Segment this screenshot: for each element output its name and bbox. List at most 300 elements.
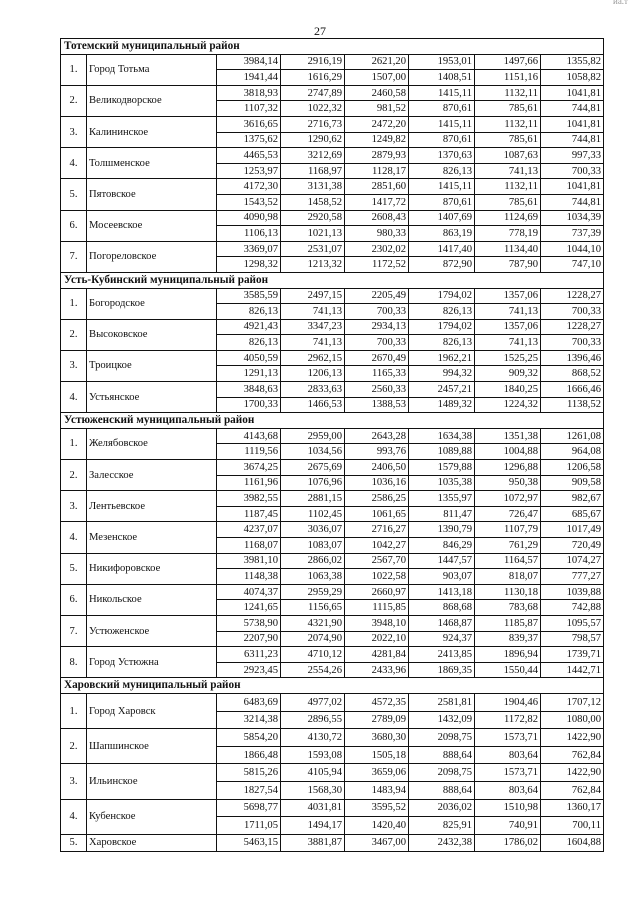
- row-number: 8.: [61, 647, 87, 678]
- settlement-name: Мосеевское: [87, 210, 217, 241]
- settlement-name: Город Устюжна: [87, 647, 217, 678]
- value-cell: 868,52: [541, 366, 604, 382]
- value-cell: 1711,05: [217, 817, 281, 835]
- row-number: 1.: [61, 54, 87, 85]
- tariff-table: [60, 38, 604, 852]
- value-cell: 783,68: [475, 600, 541, 616]
- value-cell: 1840,25: [475, 382, 541, 398]
- value-cell: 1130,18: [475, 584, 541, 600]
- value-cell: 700,33: [541, 163, 604, 179]
- table-row: [61, 210, 604, 226]
- value-cell: 2413,85: [409, 647, 475, 663]
- district-header: [61, 413, 604, 429]
- value-cell: 4130,72: [281, 729, 345, 747]
- value-cell: 785,61: [475, 101, 541, 117]
- value-cell: 2716,73: [281, 116, 345, 132]
- settlement-name: Кубенское: [87, 799, 217, 834]
- value-cell: 3680,30: [345, 729, 409, 747]
- value-cell: 811,47: [409, 506, 475, 522]
- value-cell: 741,13: [281, 335, 345, 351]
- value-cell: 1291,13: [217, 366, 281, 382]
- row-number: 2.: [61, 729, 87, 764]
- settlement-name: Шапшинское: [87, 729, 217, 764]
- value-cell: 1497,66: [475, 54, 541, 70]
- value-cell: 1290,62: [281, 132, 345, 148]
- value-cell: 1017,49: [541, 522, 604, 538]
- value-cell: 4281,84: [345, 647, 409, 663]
- value-cell: 1700,33: [217, 397, 281, 413]
- row-number: 7.: [61, 241, 87, 272]
- value-cell: 1420,40: [345, 817, 409, 835]
- value-cell: 2660,97: [345, 584, 409, 600]
- value-cell: 1866,48: [217, 746, 281, 764]
- value-cell: 2074,90: [281, 631, 345, 647]
- value-cell: 3982,55: [217, 491, 281, 507]
- value-cell: 826,13: [409, 163, 475, 179]
- value-cell: 2432,38: [409, 834, 475, 852]
- row-number: 1.: [61, 288, 87, 319]
- value-cell: 2959,00: [281, 428, 345, 444]
- value-cell: 2621,20: [345, 54, 409, 70]
- value-cell: 2879,93: [345, 148, 409, 164]
- settlement-name: Калининское: [87, 116, 217, 147]
- table-row: [61, 288, 604, 304]
- value-cell: 1357,06: [475, 288, 541, 304]
- value-cell: 1087,63: [475, 148, 541, 164]
- value-cell: 1869,35: [409, 662, 475, 678]
- value-cell: 1953,01: [409, 54, 475, 70]
- value-cell: 997,33: [541, 148, 604, 164]
- value-cell: 741,13: [475, 304, 541, 320]
- table-row: [61, 241, 604, 257]
- value-cell: 1468,87: [409, 615, 475, 631]
- table-row: [61, 834, 604, 852]
- value-cell: 870,61: [409, 101, 475, 117]
- value-cell: 1357,06: [475, 319, 541, 335]
- value-cell: 1739,71: [541, 647, 604, 663]
- value-cell: 5738,90: [217, 615, 281, 631]
- value-cell: 3818,93: [217, 85, 281, 101]
- value-cell: 1355,97: [409, 491, 475, 507]
- value-cell: 3585,59: [217, 288, 281, 304]
- value-cell: 2675,69: [281, 460, 345, 476]
- value-cell: 3347,23: [281, 319, 345, 335]
- value-cell: 1827,54: [217, 781, 281, 799]
- settlement-name: Никифоровское: [87, 553, 217, 584]
- value-cell: 839,37: [475, 631, 541, 647]
- value-cell: 1432,09: [409, 711, 475, 729]
- value-cell: 1089,88: [409, 444, 475, 460]
- district-title: Усть-Кубинский муниципальный район: [61, 272, 604, 288]
- value-cell: 720,49: [541, 538, 604, 554]
- table-row: [61, 382, 604, 398]
- value-cell: 2531,07: [281, 241, 345, 257]
- value-cell: 1413,18: [409, 584, 475, 600]
- table-row: [61, 491, 604, 507]
- value-cell: 2302,02: [345, 241, 409, 257]
- value-cell: 950,38: [475, 475, 541, 491]
- table-row: [61, 584, 604, 600]
- value-cell: 1042,27: [345, 538, 409, 554]
- settlement-name: Погореловское: [87, 241, 217, 272]
- value-cell: 3674,25: [217, 460, 281, 476]
- settlement-name: Желябовское: [87, 428, 217, 459]
- value-cell: 1466,53: [281, 397, 345, 413]
- value-cell: 2916,19: [281, 54, 345, 70]
- value-cell: 744,81: [541, 132, 604, 148]
- value-cell: 1351,38: [475, 428, 541, 444]
- table-row: [61, 553, 604, 569]
- row-number: 4.: [61, 522, 87, 553]
- value-cell: 1604,88: [541, 834, 604, 852]
- value-cell: 1794,02: [409, 319, 475, 335]
- value-cell: 2923,45: [217, 662, 281, 678]
- value-cell: 870,61: [409, 194, 475, 210]
- value-cell: 2457,21: [409, 382, 475, 398]
- value-cell: 3981,10: [217, 553, 281, 569]
- value-cell: 4237,07: [217, 522, 281, 538]
- value-cell: 1058,82: [541, 70, 604, 86]
- value-cell: 868,68: [409, 600, 475, 616]
- value-cell: 1507,00: [345, 70, 409, 86]
- value-cell: 4090,98: [217, 210, 281, 226]
- value-cell: 1794,02: [409, 288, 475, 304]
- value-cell: 3036,07: [281, 522, 345, 538]
- value-cell: 3848,63: [217, 382, 281, 398]
- value-cell: 1407,69: [409, 210, 475, 226]
- value-cell: 1388,53: [345, 397, 409, 413]
- value-cell: 778,19: [475, 226, 541, 242]
- value-cell: 700,33: [345, 304, 409, 320]
- value-cell: 1168,97: [281, 163, 345, 179]
- value-cell: 742,88: [541, 600, 604, 616]
- value-cell: 1505,18: [345, 746, 409, 764]
- value-cell: 4977,02: [281, 693, 345, 711]
- value-cell: 980,33: [345, 226, 409, 242]
- value-cell: 741,13: [281, 304, 345, 320]
- value-cell: 1962,21: [409, 350, 475, 366]
- value-cell: 4465,53: [217, 148, 281, 164]
- row-number: 5.: [61, 553, 87, 584]
- value-cell: 1022,58: [345, 569, 409, 585]
- value-cell: 1249,82: [345, 132, 409, 148]
- value-cell: 741,13: [475, 163, 541, 179]
- value-cell: 2098,75: [409, 729, 475, 747]
- value-cell: 1941,44: [217, 70, 281, 86]
- value-cell: 1138,52: [541, 397, 604, 413]
- value-cell: 1132,11: [475, 179, 541, 195]
- value-cell: 1041,81: [541, 179, 604, 195]
- value-cell: 1080,00: [541, 711, 604, 729]
- value-cell: 4321,90: [281, 615, 345, 631]
- value-cell: 2866,02: [281, 553, 345, 569]
- value-cell: 3467,00: [345, 834, 409, 852]
- district-title: Тотемский муниципальный район: [61, 39, 604, 55]
- value-cell: 1076,96: [281, 475, 345, 491]
- value-cell: 4105,94: [281, 764, 345, 782]
- value-cell: 1022,32: [281, 101, 345, 117]
- value-cell: 888,64: [409, 746, 475, 764]
- value-cell: 1172,82: [475, 711, 541, 729]
- value-cell: 2497,15: [281, 288, 345, 304]
- value-cell: 1161,96: [217, 475, 281, 491]
- value-cell: 4074,37: [217, 584, 281, 600]
- value-cell: 1063,38: [281, 569, 345, 585]
- value-cell: 1168,07: [217, 538, 281, 554]
- value-cell: 1034,39: [541, 210, 604, 226]
- value-cell: 1206,13: [281, 366, 345, 382]
- value-cell: 6311,23: [217, 647, 281, 663]
- value-cell: 762,84: [541, 746, 604, 764]
- value-cell: 1408,51: [409, 70, 475, 86]
- settlement-name: Лентьевское: [87, 491, 217, 522]
- row-number: 4.: [61, 148, 87, 179]
- value-cell: 1355,82: [541, 54, 604, 70]
- value-cell: 3881,87: [281, 834, 345, 852]
- value-cell: 4031,81: [281, 799, 345, 817]
- value-cell: 798,57: [541, 631, 604, 647]
- value-cell: 863,19: [409, 226, 475, 242]
- value-cell: 2959,29: [281, 584, 345, 600]
- table-row: [61, 615, 604, 631]
- value-cell: 1156,65: [281, 600, 345, 616]
- value-cell: 1107,32: [217, 101, 281, 117]
- row-number: 5.: [61, 179, 87, 210]
- value-cell: 2207,90: [217, 631, 281, 647]
- value-cell: 982,67: [541, 491, 604, 507]
- settlement-name: Город Тотьма: [87, 54, 217, 85]
- row-number: 1.: [61, 693, 87, 728]
- value-cell: 1164,57: [475, 553, 541, 569]
- value-cell: 909,32: [475, 366, 541, 382]
- value-cell: 1185,87: [475, 615, 541, 631]
- row-number: 2.: [61, 460, 87, 491]
- value-cell: 825,91: [409, 817, 475, 835]
- value-cell: 1415,11: [409, 179, 475, 195]
- value-cell: 1579,88: [409, 460, 475, 476]
- table-row: [61, 319, 604, 335]
- value-cell: 6483,69: [217, 693, 281, 711]
- district-header: [61, 678, 604, 694]
- value-cell: 1228,27: [541, 319, 604, 335]
- district-title: Устюженский муниципальный район: [61, 413, 604, 429]
- value-cell: 5854,20: [217, 729, 281, 747]
- settlement-name: Залесское: [87, 460, 217, 491]
- value-cell: 888,64: [409, 781, 475, 799]
- value-cell: 1041,81: [541, 85, 604, 101]
- value-cell: 1224,32: [475, 397, 541, 413]
- value-cell: 2406,50: [345, 460, 409, 476]
- value-cell: 787,90: [475, 257, 541, 273]
- value-cell: 1172,52: [345, 257, 409, 273]
- value-cell: 1415,11: [409, 85, 475, 101]
- value-cell: 744,81: [541, 194, 604, 210]
- row-number: 3.: [61, 116, 87, 147]
- value-cell: 1550,44: [475, 662, 541, 678]
- table-row: [61, 350, 604, 366]
- value-cell: 3214,38: [217, 711, 281, 729]
- corner-mark: иа.т: [613, 0, 628, 6]
- value-cell: 2567,70: [345, 553, 409, 569]
- value-cell: 909,58: [541, 475, 604, 491]
- value-cell: 700,11: [541, 817, 604, 835]
- value-cell: 903,07: [409, 569, 475, 585]
- table-row: [61, 116, 604, 132]
- row-number: 3.: [61, 350, 87, 381]
- value-cell: 741,13: [475, 335, 541, 351]
- value-cell: 1072,97: [475, 491, 541, 507]
- value-cell: 1004,88: [475, 444, 541, 460]
- table-row: [61, 148, 604, 164]
- value-cell: 1593,08: [281, 746, 345, 764]
- value-cell: 1228,27: [541, 288, 604, 304]
- value-cell: 4172,30: [217, 179, 281, 195]
- value-cell: 785,61: [475, 194, 541, 210]
- value-cell: 1124,69: [475, 210, 541, 226]
- district-header: [61, 272, 604, 288]
- value-cell: 826,13: [409, 304, 475, 320]
- value-cell: 700,33: [541, 304, 604, 320]
- value-cell: 826,13: [409, 335, 475, 351]
- value-cell: 1494,17: [281, 817, 345, 835]
- value-cell: 2554,26: [281, 662, 345, 678]
- value-cell: 1036,16: [345, 475, 409, 491]
- value-cell: 1375,62: [217, 132, 281, 148]
- value-cell: 1510,98: [475, 799, 541, 817]
- value-cell: 1616,29: [281, 70, 345, 86]
- value-cell: 1573,71: [475, 729, 541, 747]
- table-row: [61, 428, 604, 444]
- value-cell: 1206,58: [541, 460, 604, 476]
- value-cell: 1415,11: [409, 116, 475, 132]
- settlement-name: Ильинское: [87, 764, 217, 799]
- value-cell: 3212,69: [281, 148, 345, 164]
- value-cell: 2881,15: [281, 491, 345, 507]
- value-cell: 1241,65: [217, 600, 281, 616]
- row-number: 2.: [61, 85, 87, 116]
- value-cell: 4710,12: [281, 647, 345, 663]
- table-row: [61, 179, 604, 195]
- value-cell: 818,07: [475, 569, 541, 585]
- settlement-name: Устьянское: [87, 382, 217, 413]
- value-cell: 726,47: [475, 506, 541, 522]
- value-cell: 1021,13: [281, 226, 345, 242]
- value-cell: 1543,52: [217, 194, 281, 210]
- value-cell: 1119,56: [217, 444, 281, 460]
- value-cell: 3616,65: [217, 116, 281, 132]
- row-number: 6.: [61, 584, 87, 615]
- value-cell: 1296,88: [475, 460, 541, 476]
- value-cell: 4050,59: [217, 350, 281, 366]
- value-cell: 1422,90: [541, 764, 604, 782]
- value-cell: 964,08: [541, 444, 604, 460]
- settlement-name: Харовское: [87, 834, 217, 852]
- value-cell: 924,37: [409, 631, 475, 647]
- page-number: 27: [314, 24, 326, 38]
- settlement-name: Никольское: [87, 584, 217, 615]
- value-cell: 1102,45: [281, 506, 345, 522]
- value-cell: 737,39: [541, 226, 604, 242]
- value-cell: 872,90: [409, 257, 475, 273]
- value-cell: 5815,26: [217, 764, 281, 782]
- value-cell: 803,64: [475, 746, 541, 764]
- value-cell: 2460,58: [345, 85, 409, 101]
- value-cell: 2833,63: [281, 382, 345, 398]
- value-cell: 740,91: [475, 817, 541, 835]
- value-cell: 3595,52: [345, 799, 409, 817]
- value-cell: 1298,32: [217, 257, 281, 273]
- row-number: 4.: [61, 799, 87, 834]
- table-row: [61, 693, 604, 711]
- value-cell: 3369,07: [217, 241, 281, 257]
- value-cell: 2205,49: [345, 288, 409, 304]
- value-cell: 1489,32: [409, 397, 475, 413]
- value-cell: 2036,02: [409, 799, 475, 817]
- value-cell: 2896,55: [281, 711, 345, 729]
- value-cell: 2670,49: [345, 350, 409, 366]
- value-cell: 1095,57: [541, 615, 604, 631]
- settlement-name: Устюженское: [87, 615, 217, 646]
- value-cell: 1417,72: [345, 194, 409, 210]
- value-cell: 1061,65: [345, 506, 409, 522]
- value-cell: 1074,27: [541, 553, 604, 569]
- value-cell: 4572,35: [345, 693, 409, 711]
- value-cell: 785,61: [475, 132, 541, 148]
- table-row: [61, 522, 604, 538]
- value-cell: 1148,38: [217, 569, 281, 585]
- settlement-name: Пятовское: [87, 179, 217, 210]
- value-cell: 700,33: [345, 335, 409, 351]
- value-cell: 1039,88: [541, 584, 604, 600]
- table-row: [61, 85, 604, 101]
- value-cell: 1666,46: [541, 382, 604, 398]
- table-body: [61, 39, 604, 852]
- value-cell: 1034,56: [281, 444, 345, 460]
- value-cell: 826,13: [217, 304, 281, 320]
- value-cell: 3984,14: [217, 54, 281, 70]
- value-cell: 1634,38: [409, 428, 475, 444]
- value-cell: 1458,52: [281, 194, 345, 210]
- value-cell: 4921,43: [217, 319, 281, 335]
- value-cell: 1253,97: [217, 163, 281, 179]
- value-cell: 993,76: [345, 444, 409, 460]
- value-cell: 3131,38: [281, 179, 345, 195]
- value-cell: 2934,13: [345, 319, 409, 335]
- value-cell: 2747,89: [281, 85, 345, 101]
- value-cell: 2098,75: [409, 764, 475, 782]
- value-cell: 1417,40: [409, 241, 475, 257]
- value-cell: 1447,57: [409, 553, 475, 569]
- value-cell: 826,13: [217, 335, 281, 351]
- value-cell: 803,64: [475, 781, 541, 799]
- row-number: 1.: [61, 428, 87, 459]
- value-cell: 761,29: [475, 538, 541, 554]
- table-row: [61, 460, 604, 476]
- district-header: [61, 39, 604, 55]
- value-cell: 2472,20: [345, 116, 409, 132]
- table-row: [61, 647, 604, 663]
- value-cell: 2643,28: [345, 428, 409, 444]
- value-cell: 744,81: [541, 101, 604, 117]
- value-cell: 1083,07: [281, 538, 345, 554]
- settlement-name: Великодворское: [87, 85, 217, 116]
- value-cell: 2962,15: [281, 350, 345, 366]
- value-cell: 4143,68: [217, 428, 281, 444]
- value-cell: 1442,71: [541, 662, 604, 678]
- value-cell: 747,10: [541, 257, 604, 273]
- settlement-name: Высоковское: [87, 319, 217, 350]
- value-cell: 1128,17: [345, 163, 409, 179]
